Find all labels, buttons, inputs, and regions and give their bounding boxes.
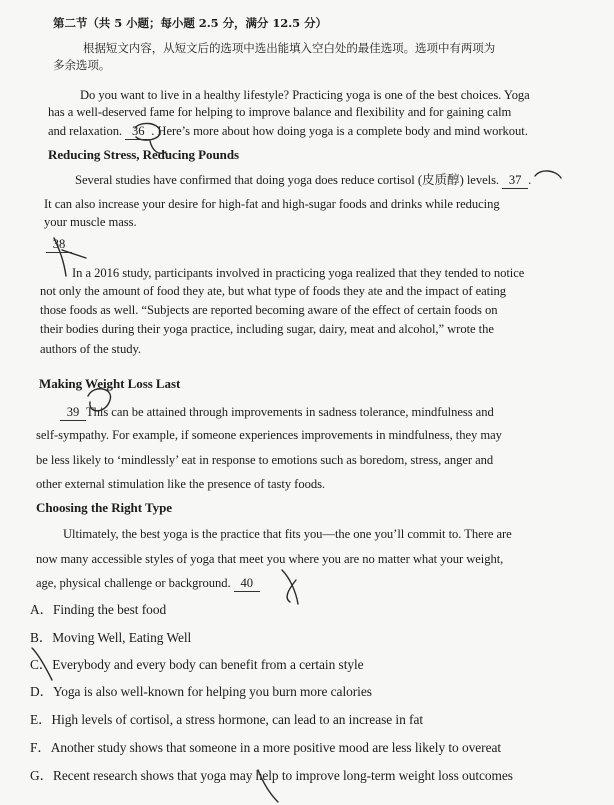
- p4-line-1: [60, 404, 614, 421]
- p4-line-3: be less likely to ‘mindlessly’ eat in response to emotions such as boredom, stress, anger and: [36, 453, 494, 467]
- instruction-line-2: 多余选项。: [53, 58, 111, 72]
- p5-line-3: [36, 575, 614, 592]
- option-a-letter: A．: [30, 602, 53, 617]
- option-b: [30, 630, 614, 646]
- option-d: [30, 684, 614, 700]
- blank-39: 39: [60, 404, 86, 421]
- p5-line-1: Ultimately, the best yoga is the practice that fits you—the one you’ll commit to. There are: [63, 527, 512, 541]
- heading-weight-loss: Making Weight Loss Last: [39, 376, 181, 391]
- option-e: [30, 712, 614, 728]
- option-b-text: Moving Well, Eating Well: [52, 630, 192, 645]
- blank-40: 40: [234, 575, 260, 592]
- option-f-letter: F．: [30, 740, 51, 755]
- p1-text-b: . Here’s more about how doing yoga is a complete body and mind workout.: [151, 124, 528, 138]
- blank-38-line: [46, 236, 614, 253]
- heading-right-type: Choosing the Right Type: [36, 500, 172, 515]
- heading-reducing-stress: Reducing Stress, Reducing Pounds: [48, 147, 240, 162]
- option-f: [30, 740, 614, 756]
- option-g-letter: G．: [30, 768, 53, 783]
- p3-line-5: authors of the study.: [40, 342, 141, 356]
- p5-line-2: now many accessible styles of yoga that meet you where you are no matter what your weight,: [36, 552, 504, 566]
- instruction-line-1: 根据短文内容，从短文后的选项中选出能填入空白处的最佳选项。选项中有两项为: [83, 41, 496, 55]
- p4-line-2: self-sympathy. For example, if someone experiences improvements in mindfulness, they may: [36, 428, 502, 442]
- p3-line-3: those foods as well. “Subjects are reported becoming aware of the effect of certain foods on: [40, 303, 498, 317]
- p3-line-1: In a 2016 study, participants involved in practicing yoga realized that they tended to notice: [72, 266, 525, 280]
- option-g: [30, 768, 614, 784]
- p2-text-b: .: [528, 173, 532, 187]
- option-c: [30, 657, 614, 673]
- p5-text-a: age, physical challenge or background.: [36, 576, 231, 590]
- option-f-text: Another study shows that someone in a more positive mood are less likely to overeat: [50, 740, 502, 755]
- option-d-text: Yoga is also well-known for helping you burn more calories: [52, 684, 372, 699]
- p1-line-2: has a well-deserved fame for helping to improve balance and flexibility and for gaining calm: [48, 105, 512, 119]
- p4-line-4: other external stimulation like the presence of tasty foods.: [36, 477, 326, 491]
- option-a-text: Finding the best food: [52, 602, 167, 617]
- option-c-text: Everybody and every body can benefit from a certain style: [52, 657, 364, 672]
- p1-line-3: [48, 123, 614, 140]
- section-title: 第二节（共 5 小题；每小题 2.5 分，满分 12.5 分）: [53, 16, 327, 30]
- p1-text-a: and relaxation.: [48, 124, 123, 138]
- p4-text-a: This can be attained through improvements in sadness tolerance, mindfulness and: [86, 405, 494, 419]
- blank-36: 36: [125, 123, 151, 140]
- blank-38: 38: [46, 236, 72, 253]
- option-c-letter: C．: [30, 657, 53, 672]
- option-g-text: Recent research shows that yoga may help to improve long-term weight loss outcomes: [52, 768, 513, 783]
- p1-line-1: Do you want to live in a healthy lifestyle? Practicing yoga is one of the best choices. Yoga: [80, 88, 530, 102]
- p2-line-3: your muscle mass.: [44, 215, 137, 229]
- p3-line-2: not only the amount of food they ate, but what type of foods they ate and the impact of eating: [40, 284, 507, 298]
- p2-line-2: It can also increase your desire for high-fat and high-sugar foods and drinks while reducing: [44, 197, 500, 211]
- p2-line-1: [75, 172, 614, 189]
- p2-text-a: Several studies have confirmed that doing yoga does reduce cortisol (皮质醇) levels.: [75, 173, 500, 187]
- option-b-letter: B．: [30, 630, 53, 645]
- blank-37: 37: [502, 172, 528, 189]
- option-e-text: High levels of cortisol, a stress hormone, can lead to an increase in fat: [51, 712, 424, 727]
- p3-line-4: their bodies during their yoga practice, including sugar, dairy, meat and alcohol,” wrote the: [40, 322, 494, 336]
- option-d-letter: D．: [30, 684, 53, 699]
- option-a: [30, 602, 614, 618]
- option-e-letter: E．: [30, 712, 52, 727]
